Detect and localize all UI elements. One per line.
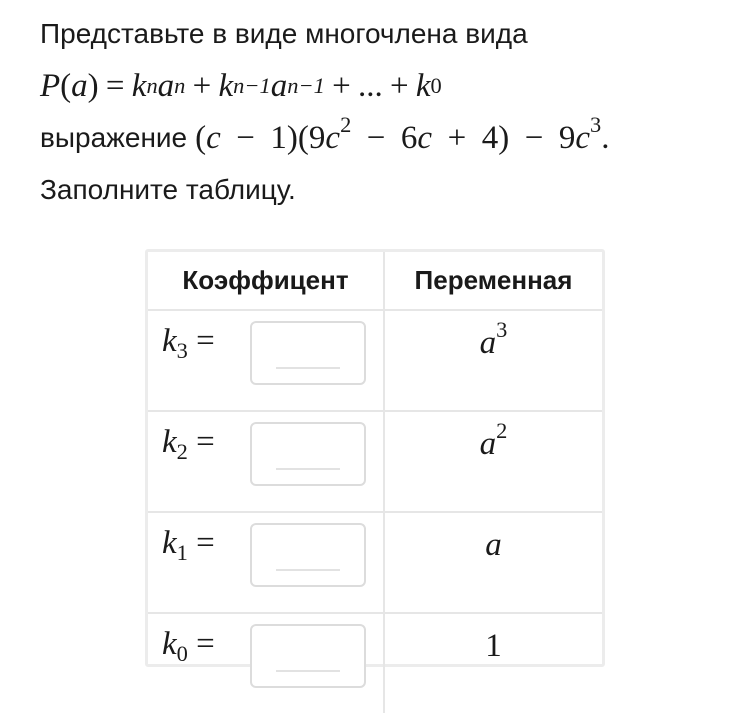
formula-exp-n: n: [174, 73, 186, 98]
answer-underline: [276, 468, 340, 470]
header-variable: Переменная: [384, 252, 602, 310]
expr-minus: −: [366, 119, 386, 156]
coefficient-label: $k_3$ =: [162, 323, 215, 364]
expr-minus: −: [524, 119, 544, 156]
answer-input-k0[interactable]: [250, 624, 366, 688]
variable-base: a: [479, 426, 497, 462]
coefficient-label: $k_1$ =: [162, 525, 215, 566]
formula-k-index-n-minus-1: n−1: [233, 73, 271, 98]
expr-plus: +: [447, 119, 467, 156]
variable-exponent: 2: [496, 417, 508, 443]
formula-plus: +: [192, 67, 212, 104]
variable-base: a: [479, 325, 497, 361]
variable-cell: [384, 512, 602, 613]
task-line-4: [40, 164, 720, 216]
formula-equals: =: [105, 67, 125, 104]
expr-one: 1: [270, 119, 287, 156]
expr-coef-6: 6: [400, 119, 418, 156]
table-header-row: [148, 252, 602, 310]
table-row: [148, 310, 602, 411]
formula-k-index-n: n: [146, 73, 158, 98]
coefficients-table: [145, 249, 605, 667]
expr-period: .: [601, 119, 610, 156]
formula-plus: +: [332, 67, 351, 104]
formula-a: a: [270, 67, 288, 104]
variable-exponent: 3: [496, 316, 508, 342]
formula-k: k: [415, 67, 431, 104]
formula-a: a: [157, 67, 175, 104]
expr-var-c: c: [575, 119, 590, 156]
polynomial-form-formula: P ( a ) = k n a n + k n−1 a n−1 + ... + k 0: [40, 67, 442, 104]
expr-exp-3: 3: [589, 111, 602, 137]
variable-cell: [384, 310, 602, 411]
formula-k: k: [218, 67, 234, 104]
formula-rparen: ): [87, 67, 99, 104]
coefficient-label: $k_2$ =: [162, 424, 215, 465]
task-line-1: [40, 8, 720, 60]
formula-plus: +: [389, 67, 409, 104]
coefficient-label: $k_0$ =: [162, 626, 215, 667]
expression-formula: [195, 111, 610, 157]
formula-ellipsis: ...: [357, 67, 383, 104]
table-row: [148, 512, 602, 613]
variable-base: a: [485, 527, 502, 563]
formula-exp-n-minus-1: n−1: [287, 73, 325, 98]
coefficient-cell: [148, 512, 384, 613]
expr-var-c: c: [417, 119, 433, 156]
answer-input-k1[interactable]: [250, 523, 366, 587]
expr-lparen: (: [195, 119, 207, 156]
table-row: [148, 411, 602, 512]
answer-input-k3[interactable]: [250, 321, 366, 385]
variable-cell: [384, 613, 602, 713]
answer-underline: [276, 670, 340, 672]
task-statement: [40, 8, 720, 216]
expression-line: [40, 112, 720, 164]
expr-var-c: c: [206, 119, 221, 156]
answer-underline: [276, 569, 340, 571]
table-row: [148, 613, 602, 713]
expr-rparen: ): [286, 119, 298, 156]
expr-var-c: c: [325, 119, 341, 156]
formula-lparen: (: [60, 67, 72, 104]
coefficient-cell: [148, 411, 384, 512]
formula-a: a: [71, 67, 88, 104]
header-coefficient: Коэффицент: [148, 252, 384, 310]
task-instruction: Представьте в виде многочлена вида: [40, 18, 528, 49]
table-instruction: Заполните таблицу.: [40, 174, 296, 205]
expr-coef-9: 9: [558, 119, 576, 156]
variable-base: 1: [485, 628, 502, 664]
expr-factor2-open: (9: [297, 119, 326, 156]
expr-minus: −: [236, 119, 255, 156]
formula-p: P: [40, 67, 61, 104]
coefficient-cell: [148, 613, 384, 713]
variable-cell: [384, 411, 602, 512]
answer-underline: [276, 367, 340, 369]
formula-k: k: [131, 67, 147, 104]
answer-input-k2[interactable]: [250, 422, 366, 486]
coefficient-cell: [148, 310, 384, 411]
expression-prefix: выражение: [40, 122, 188, 153]
expr-term-4: 4): [481, 119, 510, 156]
expr-exp-2: 2: [340, 111, 352, 137]
